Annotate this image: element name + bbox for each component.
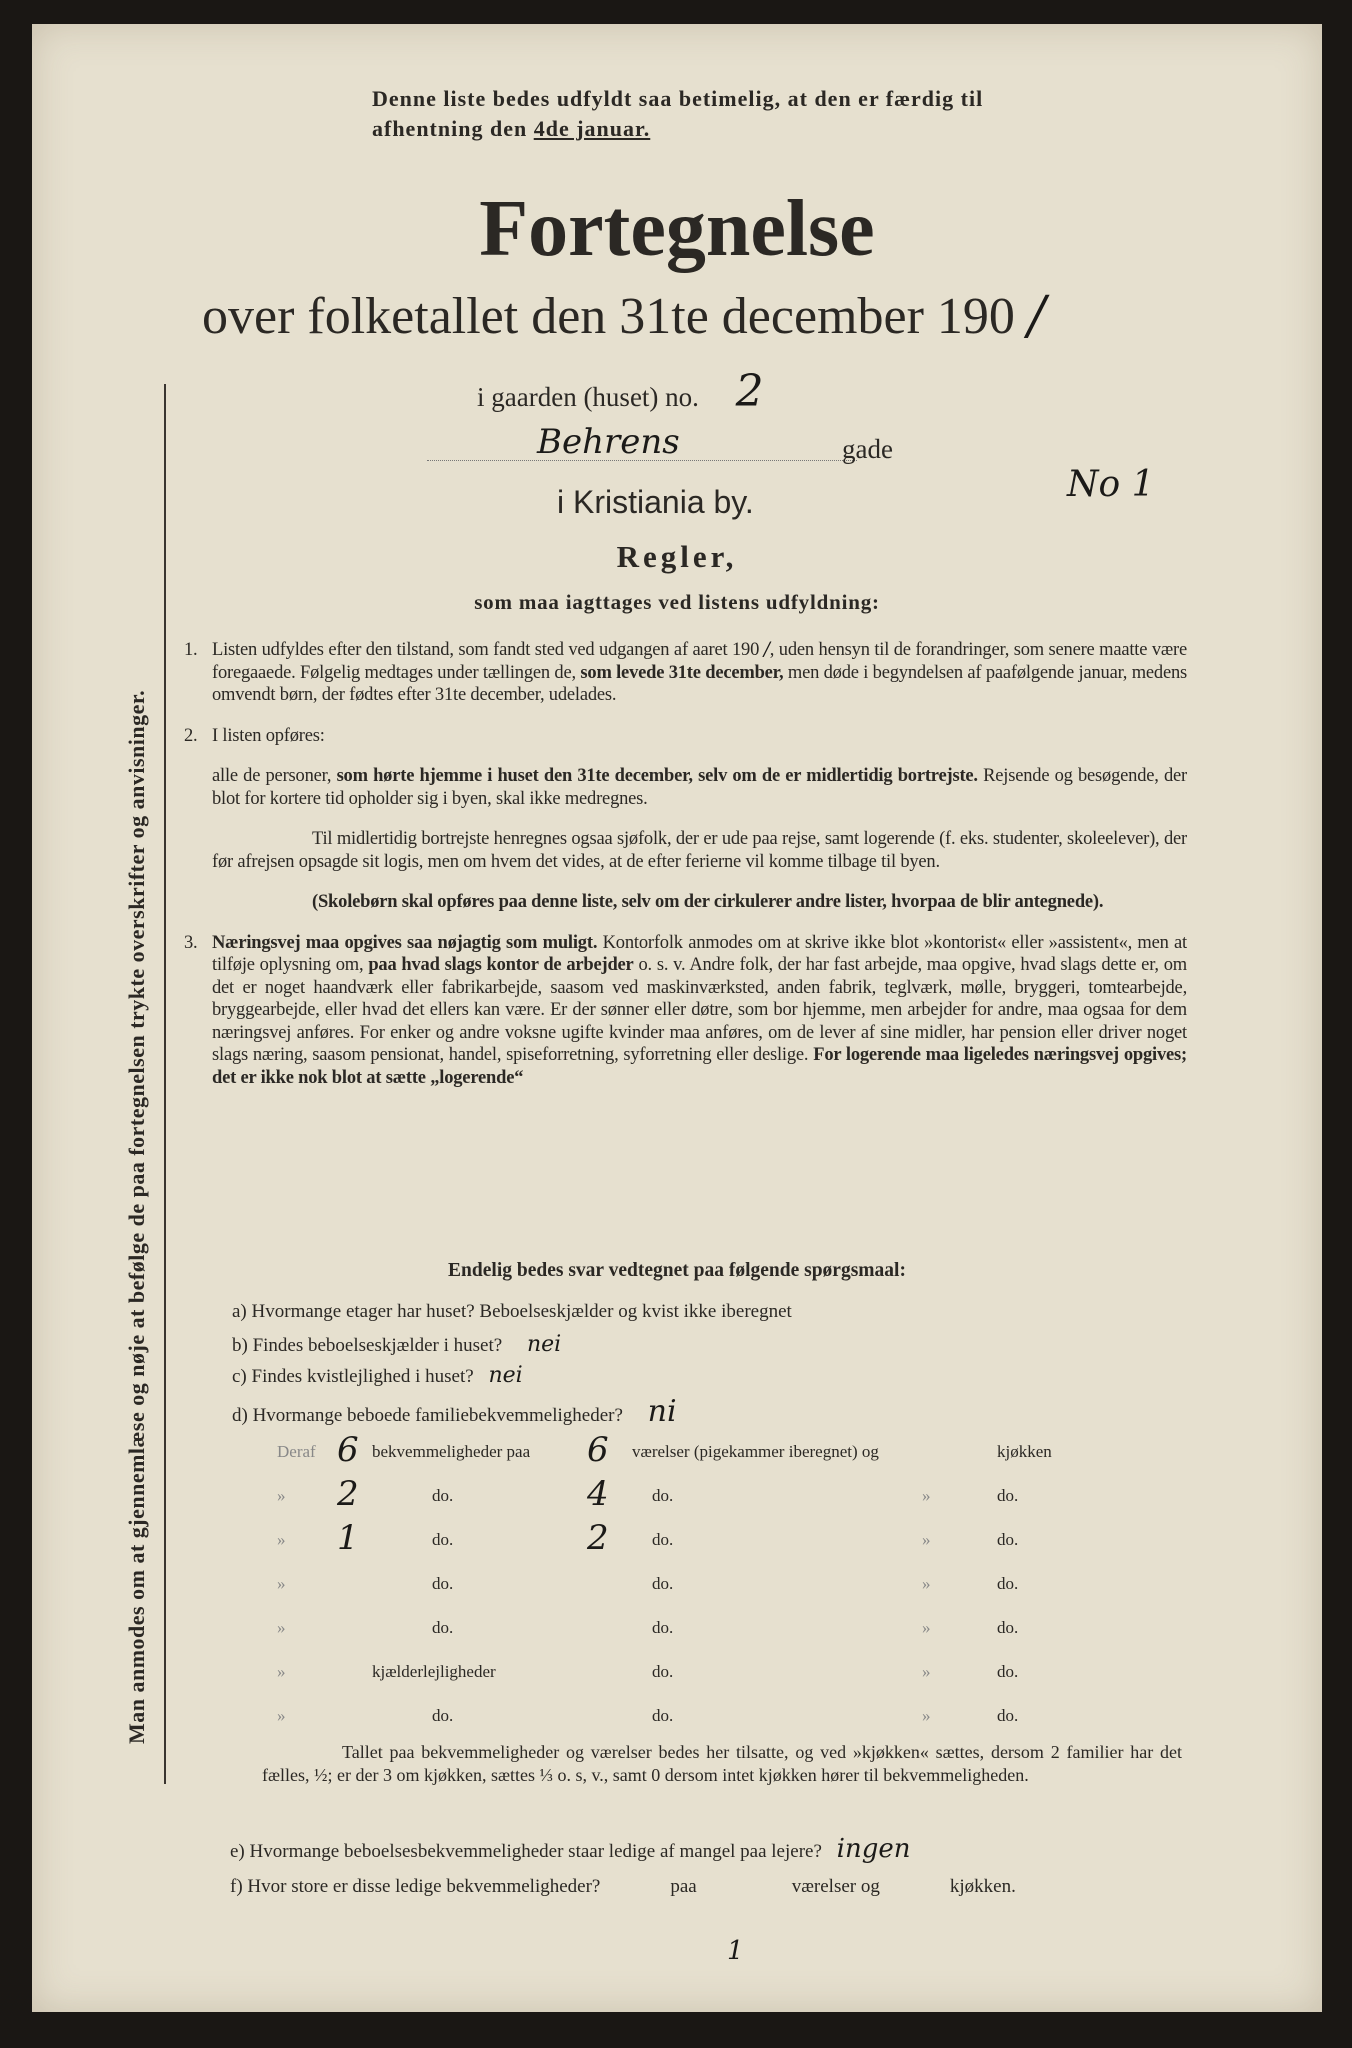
question-f: [230, 1876, 1180, 1898]
answer-handwritten: nei: [526, 1332, 562, 1357]
rules-subheading: som maa iagttages ved listens udfyldning:: [474, 590, 880, 614]
question-e: [230, 1834, 1180, 1864]
question-label: e): [230, 1841, 245, 1862]
cell-rooms-label: do.: [652, 1618, 674, 1637]
cell-prefix: »: [277, 1662, 286, 1681]
form-title: Fortegnelse: [479, 185, 875, 273]
rule-emphasis: paa hvad slags kontor de arbejder: [368, 955, 634, 975]
cell-prefix: »: [277, 1706, 286, 1725]
questions: [232, 1301, 1132, 1429]
cell-q: »: [922, 1574, 931, 1593]
list-number: No 1: [1067, 464, 1155, 505]
kitchen-label: kjøkken.: [949, 1876, 1016, 1897]
rule-2-note: Til midlertidig bortrejste henregnes ogsaa sjøfolk, der er ude paa rejse, samt logerende (f. eks. studenter, skoleelever), der før afrejsen opsagde sit logis, men om hvem det vides, at de efter ferierne vil komme tilbage til byen.: [212, 829, 1187, 872]
paa-label: paa: [670, 1876, 697, 1897]
rule-emphasis: Næringsvej maa opgives saa nøjagtig som muligt.: [212, 932, 598, 953]
cell-kitchen: do.: [997, 1486, 1019, 1505]
table-row: [32, 1706, 1322, 1746]
question-text: Findes beboelseskjælder i huset?: [252, 1335, 503, 1356]
cell-rooms-label: do.: [652, 1574, 674, 1593]
rule-text: I listen opføres:: [212, 725, 325, 746]
rule-number: 3.: [184, 932, 198, 953]
rule-emphasis: som hørte hjemme i huset den 31te december, selv om de er midlertidig bortrejste.: [336, 766, 978, 786]
cell-mid: do.: [432, 1574, 454, 1593]
cell-q: »: [922, 1530, 931, 1549]
cell-count: 1: [337, 1518, 359, 1558]
pickup-notice: [372, 84, 1172, 144]
cell-mid: do.: [432, 1486, 454, 1505]
rule-text: , uden hensyn til de forandringer, som senere maatte være foregaaede. Følgelig medtages under tællingen de,: [212, 640, 1187, 683]
table-row: [32, 1474, 1322, 1526]
cell-rooms: 2: [587, 1518, 609, 1558]
rule-1: [184, 639, 1188, 707]
question-text: Findes kvistlejlighed i huset?: [251, 1366, 474, 1387]
cell-mid: do.: [432, 1706, 454, 1725]
question-text: Hvormange beboede familiebekvemmeligheder?: [252, 1405, 623, 1426]
city: i Kristiania by.: [557, 484, 754, 520]
cell-count: 2: [337, 1474, 359, 1514]
question-text: Hvor store er disse ledige bekvemmeligheder?: [247, 1876, 601, 1897]
cell-rooms-label: do.: [652, 1662, 674, 1681]
table-row: [32, 1662, 1322, 1702]
cell-prefix: »: [277, 1486, 286, 1505]
rule-number: 2.: [184, 725, 198, 746]
subtitle-text: over folketallet den 31te december 190: [202, 288, 1015, 345]
census-form-page: [32, 24, 1322, 2012]
cell-rooms-label: værelser (pigekammer iberegnet) og: [632, 1442, 879, 1461]
year-handwritten: /: [763, 639, 770, 660]
cell-prefix: Deraf: [277, 1442, 316, 1461]
cell-kitchen: do.: [997, 1618, 1019, 1637]
questions-heading: Endelig bedes svar vedtegnet paa følgende spørgsmaal:: [448, 1260, 906, 1281]
pickup-date: 4de januar.: [533, 116, 651, 141]
rule-emphasis: som levede 31te december,: [580, 662, 784, 683]
question-text: Hvormange beboelsesbekvemmeligheder staar ledige af mangel paa lejere?: [249, 1841, 822, 1862]
table-note: Tallet paa bekvemmeligheder og værelser bedes her tilsatte, og ved »kjøkken« sættes, dersom 2 familier har det fælles, ½; er der 3 om kjøkken, sættes ⅓ o. s, v., samt 0 dersom intet kjøkken hører til bekvemmeligheden.: [262, 1742, 1182, 1785]
cell-kitchen: do.: [997, 1662, 1019, 1681]
question-a: [232, 1301, 1132, 1332]
question-label: f): [230, 1876, 243, 1897]
question-label: a): [232, 1301, 247, 1322]
rules-heading: Regler,: [616, 539, 738, 574]
cell-count: 6: [337, 1430, 359, 1470]
rule-text: men døde i begyndelsen af paafølgende januar, medens omvendt børn, der fødtes efter 31te december, udelades.: [212, 662, 1188, 705]
house-number: 2: [735, 366, 764, 417]
cell-rooms-label: do.: [652, 1530, 674, 1549]
notice-prefix: afhentning den: [372, 116, 528, 141]
rule-2-schoolchildren: (Skolebørn skal opføres paa denne liste, selv om der cirkulerer andre lister, hvorpaa de blir antegnede).: [312, 892, 1104, 912]
rules-list: [184, 639, 1188, 1107]
rule-emphasis: For logerende maa ligeledes næringsvej opgives; det er ikke nok blot at sætte „logerende“: [212, 1045, 1187, 1088]
cell-mid: do.: [432, 1618, 454, 1637]
table-row: [32, 1618, 1322, 1658]
rule-2-body: [212, 765, 1187, 810]
dwelling-table: [32, 1430, 1322, 1762]
street-name: Behrens: [537, 422, 680, 462]
cell-q: »: [922, 1618, 931, 1637]
rule-text: Rejsende og besøgende, der blot for kortere tid opholder sig i byen, skal ikke medregnes.: [212, 766, 1187, 809]
table-row: [32, 1574, 1322, 1614]
rule-number: 1.: [184, 640, 198, 660]
cell-prefix: »: [277, 1574, 286, 1593]
cell-kitchen: do.: [997, 1574, 1019, 1593]
rule-text: Kontorfolk anmodes om at skrive ikke blot »kontorist« eller »assistent«, men at tilføje oplysning om,: [212, 932, 1187, 975]
house-label: i gaarden (huset) no.: [477, 382, 699, 412]
notice-line2: [372, 114, 1172, 144]
question-label: c): [232, 1366, 247, 1387]
question-label: b): [232, 1335, 248, 1356]
cell-q: »: [922, 1706, 931, 1725]
cell-prefix: »: [277, 1530, 286, 1549]
cell-mid: do.: [432, 1530, 454, 1549]
question-b: [232, 1332, 1132, 1363]
cell-kitchen: do.: [997, 1530, 1019, 1549]
street-field: [427, 422, 857, 461]
rule-text: o. s. v. Andre folk, der har fast arbejde, maa opgive, hvad slags dette er, om det er noget haandværk eller fabrikarbejde, saasom ved maskinværksted, anden fabrik, teglværk, mølle, bryggeri, tomtearbejde, bryggearbejde, eller hvad det ellers kan være. Er der sønner eller døtre, som bor hjemme, men arbejder for andre, maa ogsaa for dem næringsvej anføres. For enker og andre voksne ugifte kvinder maa anføres, om de lever af sine midler, har pension eller driver noget slags næring, saasom pensionat, handel, spiseforretning, syforretning eller deslige.: [212, 955, 1187, 1065]
cell-q: »: [922, 1662, 931, 1681]
cell-mid: bekvemmeligheder paa: [372, 1442, 531, 1461]
cell-rooms: 4: [587, 1474, 609, 1514]
form-subtitle: [202, 286, 1202, 346]
cell-prefix: »: [277, 1618, 286, 1637]
rooms-label: værelser og: [791, 1876, 880, 1897]
house-line: [477, 366, 764, 417]
rule-text: alle de personer,: [212, 766, 332, 786]
answer-handwritten: nei: [488, 1363, 523, 1388]
cell-mid: kjælderlejligheder: [372, 1662, 496, 1681]
street-suffix: gade: [842, 434, 893, 464]
side-instruction: Man anmodes om at gjennemlæse og nøje at befølge de paa fortegnelsen trykte overskrifter og anvisninger.: [124, 689, 149, 1744]
cell-kitchen: do.: [997, 1706, 1019, 1725]
cell-rooms-label: do.: [652, 1486, 674, 1505]
cell-rooms: 6: [587, 1430, 609, 1470]
page-mark: 1: [727, 1936, 744, 1966]
answer-handwritten: ingen: [836, 1834, 911, 1864]
question-text: Hvormange etager har huset? Beboelseskjælder og kvist ikke iberegnet: [251, 1301, 792, 1322]
question-c: [232, 1363, 1132, 1394]
cell-rooms-label: do.: [652, 1706, 674, 1725]
answer-handwritten: ni: [647, 1394, 677, 1429]
table-row: [32, 1518, 1322, 1570]
cell-q: »: [922, 1486, 931, 1505]
table-row: [32, 1430, 1322, 1482]
rule-3: [184, 932, 1187, 1090]
rule-text: Listen udfyldes efter den tilstand, som fandt sted ved udgangen af aaret 190: [212, 640, 760, 660]
notice-line1: Denne liste bedes udfyldt saa betimelig, at den er færdig til: [372, 86, 984, 111]
question-label: d): [232, 1405, 248, 1426]
rule-2-head: [184, 725, 1187, 748]
question-d: [232, 1394, 1132, 1429]
year-handwritten: /: [1027, 286, 1046, 346]
cell-kitchen: kjøkken: [997, 1442, 1052, 1461]
